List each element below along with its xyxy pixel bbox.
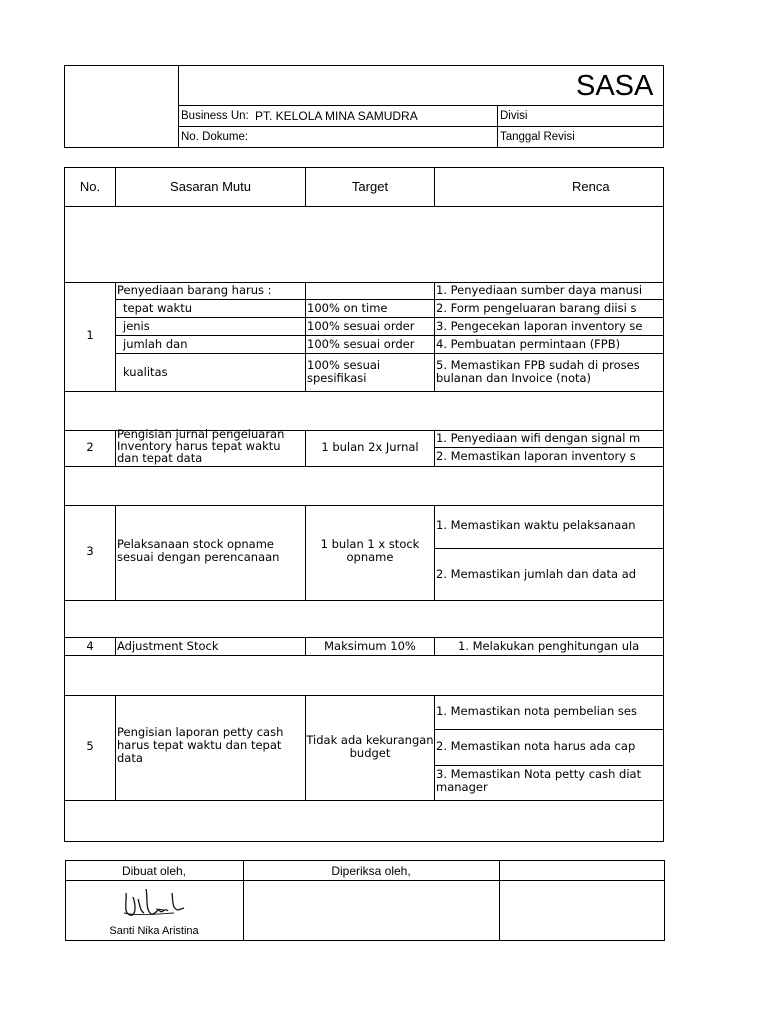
target-cell: 1 bulan 2x Jurnal [321, 440, 419, 454]
plan-cell: 1. Penyediaan wifi dengan signal m [436, 431, 641, 445]
document-title: SASA [576, 70, 654, 102]
row-number: 1 [86, 328, 94, 342]
target-cell: Tidak ada kekurangan budget [306, 733, 434, 760]
plan-cell: 2. Memastikan jumlah dan data ad [436, 567, 637, 581]
row-number: 2 [86, 440, 94, 454]
goal-cell: Adjustment Stock [117, 639, 219, 653]
row-number: 3 [86, 544, 94, 558]
goal-cell: Penyediaan barang harus : [117, 283, 272, 297]
plan-cell: 2. Memastikan nota harus ada cap [436, 739, 636, 753]
col-header-no: No. [79, 179, 101, 194]
checked-by-label: Diperiksa oleh, [331, 864, 411, 878]
target-cell: 100% sesuai spesifikasi [307, 358, 381, 385]
logo-cell [178, 65, 179, 148]
made-by-name: Santi Nika Aristina [109, 925, 199, 937]
goal-cell: jumlah dan [123, 337, 188, 351]
plan-cell: 2. Form pengeluaran barang diisi s [436, 301, 637, 315]
goal-cell: Pengisian laporan petty cash harus tepat waktu dan tepat data [117, 725, 284, 765]
goal-cell: Pengisian jurnal pengeluaran Inventory harus tepat waktu dan tepat data [117, 427, 285, 465]
goal-cell: jenis [123, 319, 150, 333]
division-label: Divisi [500, 110, 528, 122]
business-unit-value: PT. KELOLA MINA SAMUDRA [255, 109, 418, 123]
business-unit-label: Business Un: [181, 110, 249, 122]
target-cell: 100% sesuai order [307, 319, 415, 333]
plan-cell: 5. Memastikan FPB sudah di proses bulanan dan Invoice (nota) [436, 358, 640, 385]
target-cell: 1 bulan 1 x stock opname [320, 537, 420, 564]
goal-cell: tepat waktu [123, 301, 193, 315]
revision-date-label: Tanggal Revisi [500, 131, 575, 143]
plan-cell: 1. Melakukan penghitungan ula [458, 639, 640, 653]
row-number: 5 [86, 739, 94, 753]
target-cell: 100% on time [307, 301, 388, 315]
target-cell: 100% sesuai order [307, 337, 415, 351]
plan-cell: 1. Memastikan nota pembelian ses [436, 704, 637, 718]
col-header-target: Target [351, 179, 389, 194]
doc-no-label: No. Dokume: [181, 131, 249, 143]
handwritten-signature [118, 883, 190, 921]
plan-cell: 3. Memastikan Nota petty cash diat manager [436, 767, 642, 794]
plan-cell: 1. Memastikan waktu pelaksanaan [436, 518, 636, 532]
plan-cell: 2. Memastikan laporan inventory s [436, 449, 636, 463]
col-header-goal: Sasaran Mutu [170, 179, 251, 194]
goal-cell: kualitas [123, 365, 168, 379]
target-cell: Maksimum 10% [324, 639, 416, 653]
row-number: 4 [86, 639, 94, 653]
plan-cell: 3. Pengecekan laporan inventory se [436, 319, 643, 333]
made-by-label: Dibuat oleh, [121, 864, 187, 878]
goal-cell: Pelaksanaan stock opname sesuai dengan perencanaan [117, 537, 280, 564]
plan-cell: 4. Pembuatan permintaan (FPB) [436, 337, 621, 351]
col-header-plan: Renca [572, 179, 610, 194]
plan-cell: 1. Penyediaan sumber daya manusi [436, 283, 643, 297]
